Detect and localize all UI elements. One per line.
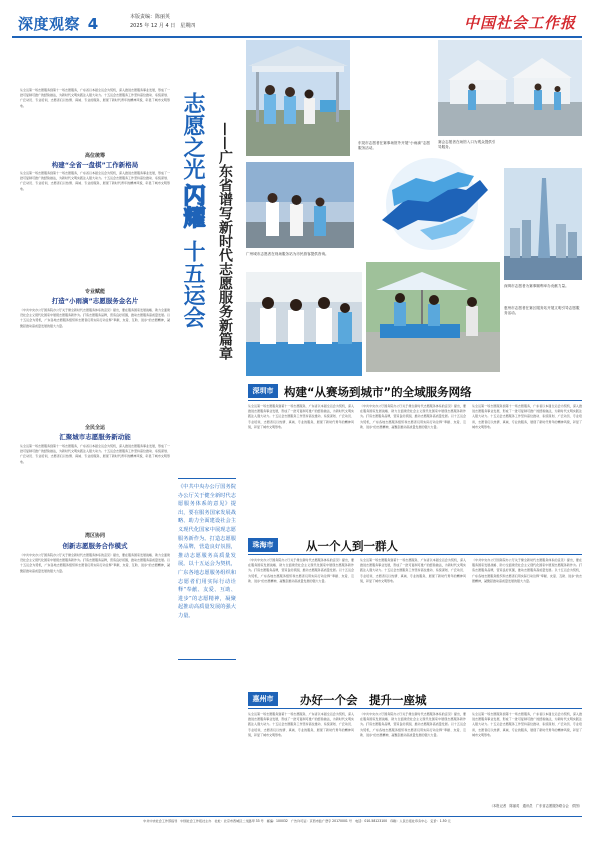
section-title-3: 汇聚城市志愿服务新动能 [59, 433, 131, 441]
feature-subtitle: ——广东省谱写新时代志愿服务新篇章 [217, 122, 233, 360]
feature-title-part2: 闪耀 [180, 184, 205, 228]
photo-caption-5: 惠州市志愿者在赛区服务站开展文明引导志愿服务活动。 [504, 306, 580, 315]
photo-caption-2: 赛会志愿者在场馆入口为观众提供引导服务。 [438, 140, 496, 149]
photo-hands-emblem [362, 150, 500, 258]
page-footer: 中共中央社会工作部指导 中国社会工作报社主办 社址：北京市西城区二龙路甲 33 号 邮编：100032 广告许可证：京西市监广登字 20170001 号 电话：010-58123100 印刷：人民日报社印务中心 定价：1.50 元 [143, 819, 451, 823]
article-2-col-1: 《中共中央办公厅国务院办公厅关于健全新时代志愿服务体系的意见》提出，要在服务国家发展战略、助力全面建设社会主义现代化国家中展现志愿服务新作为。打造志愿服务品牌，营造良好氛围，推动志愿服务高质量发展。以十五运会为契机，广东各地志愿服务组织和志愿者们用实际行动诠释“奉献、友爱、互助、进步”的志愿精神，凝聚起推动高质量发展的强大力量。 [248, 558, 354, 583]
masthead-logo: 中国社会工作报 [463, 14, 576, 32]
photo-caption-3: 广州城市志愿者在现场服务站为市民游客提供咨询。 [246, 252, 329, 256]
article-2-col-2: 从全运第一场志愿服务到第十一场志愿服务，广东省以本届全运会为契机，深入推进志愿服务事业发展，形成了一批可复制可推广的经验做法，为新时代文明实践注入强大动力。十五运会志愿服务工作坚持高位推动、系统谋划、广泛动员、专业培训，志愿者们以热情、真诚、专业的服务，展现了新时代青年的精神风貌，彰显了城市文明形象。 [360, 558, 466, 583]
photo-city-volunteers [246, 162, 354, 248]
feature-title [176, 92, 240, 412]
article-rule-1 [248, 400, 582, 401]
photo-service-tents [438, 40, 582, 136]
photo-service-tents-img [438, 40, 582, 136]
quote-box [178, 478, 236, 660]
section-heading-4: 湾区协同 [84, 533, 105, 539]
header-rule [12, 36, 582, 38]
header-info [130, 13, 195, 31]
section-body-2: 《中共中央办公厅国务院办公厅关于健全新时代志愿服务体系的意见》提出，要在服务国家发展战略、助力全面建设社会主义现代化国家中展现志愿服务新作为。打造志愿服务品牌，营造良好氛围，推动志愿服务高质量发展。以十五运会为契机，广东各地志愿服务组织和志愿者们用实际行动诠释“奉献、友爱、互助、进步”的志愿精神，凝聚起推动高质量发展的强大力量。 [20, 308, 170, 328]
photo-service-desk-img [246, 272, 362, 376]
section-body-3: 从全运第一场志愿服务到第十一场志愿服务，广东省以本届全运会为契机，深入推进志愿服务事业发展，形成了一批可复制可推广的经验做法，为新时代文明实践注入强大动力。十五运会志愿服务工作坚持高位推动、系统谋划、广泛动员、专业培训，志愿者们以热情、真诚、专业的服务，展现了新时代青年的精神风貌，彰显了城市文明形象。 [20, 444, 170, 464]
hands-emblem-icon [362, 150, 500, 258]
feature-title-part1: 志愿之光 [180, 92, 205, 180]
feature-lead: 从全运第一场志愿服务到第十一场志愿服务，广东省以本届全运会为契机，深入推进志愿服务事业发展，形成了一批可复制可推广的经验做法，为新时代文明实践注入强大动力。十五运会志愿服务工作坚持高位推动、系统谋划、广泛动员、专业培训，志愿者们以热情、真诚、专业的服务，展现了新时代青年的精神风貌，彰显了城市文明形象。 [20, 88, 170, 108]
section-heading-3: 全民全运 [84, 425, 105, 431]
page-number: 4 [87, 15, 99, 33]
article-2-col-3: 《中共中央办公厅国务院办公厅关于健全新时代志愿服务体系的意见》提出，要在服务国家发展战略、助力全面建设社会主义现代化国家中展现志愿服务新作为。打造志愿服务品牌，营造良好氛围，推动志愿服务高质量发展。以十五运会为契机，广东各地志愿服务组织和志愿者们用实际行动诠释“奉献、友爱、互助、进步”的志愿精神，凝聚起推动高质量发展的强大力量。 [472, 558, 582, 583]
section-body-4: 《中共中央办公厅国务院办公厅关于健全新时代志愿服务体系的意见》提出，要在服务国家发展战略、助力全面建设社会主义现代化国家中展现志愿服务新作为。打造志愿服务品牌，营造良好氛围，推动志愿服务高质量发展。以十五运会为契机，广东各地志愿服务组织和志愿者们用实际行动诠释“奉献、友爱、互助、进步”的志愿精神，凝聚起推动高质量发展的强大力量。 [20, 553, 170, 573]
photo-service-desk [246, 272, 362, 376]
date-line: 2025 年 12 月 4 日 星期四 [130, 23, 196, 29]
article-rule-3 [248, 708, 582, 709]
section-heading-2: 专业赋能 [84, 289, 105, 295]
section-title-1: 构建“全省一盘棋”工作新格局 [51, 161, 139, 169]
footer-rule [12, 816, 582, 817]
article-headline-1: 构建“从赛场到城市”的全域服务网络 [284, 385, 472, 399]
photo-volunteers-station [246, 40, 350, 156]
article-rule-2 [248, 554, 582, 555]
city-tag-shenzhen: 深圳市 [248, 384, 278, 398]
photo-skyline-img [504, 168, 582, 280]
section-heading-1: 高位统筹 [84, 153, 105, 159]
article-1-col-1: 从全运第一场志愿服务到第十一场志愿服务，广东省以本届全运会为契机，深入推进志愿服务事业发展，形成了一批可复制可推广的经验做法，为新时代文明实践注入强大动力。十五运会志愿服务工作坚持高位推动、系统谋划、广泛动员、专业培训，志愿者们以热情、真诚、专业的服务，展现了新时代青年的精神风貌，彰显了城市文明形象。 [248, 404, 354, 429]
photo-umbrella-desk-img [366, 262, 500, 372]
section-name: 深度观察 [18, 15, 81, 33]
article-3-col-1: 从全运第一场志愿服务到第十一场志愿服务，广东省以本届全运会为契机，深入推进志愿服务事业发展，形成了一批可复制可推广的经验做法，为新时代文明实践注入强大动力。十五运会志愿服务工作坚持高位推动、系统谋划、广泛动员、专业培训，志愿者们以热情、真诚、专业的服务，展现了新时代青年的精神风貌，彰显了城市文明形象。 [248, 712, 354, 737]
section-title-4: 创新志愿服务合作模式 [62, 542, 128, 550]
quote-text: 《中共中央办公厅国务院办公厅关于健全新时代志愿服务体系的意见》提出，要在服务国家发展战略、助力全面建设社会主义现代化国家中展现志愿服务新作为。打造志愿服务品牌，营造良好氛围，推动志愿服务高质量发展。以十五运会为契机，广东各地志愿服务组织和志愿者们用实际行动诠释“奉献、友爱、互助、进步”的志愿精神，凝聚起推动高质量发展的强大力量。 [178, 484, 236, 619]
editor-line: 本版责编：陈丽英 [130, 14, 171, 20]
article-headline-3: 办好一个会 提升一座城 [300, 693, 427, 707]
photo-umbrella-desk [366, 262, 500, 372]
article-1-col-2: 《中共中央办公厅国务院办公厅关于健全新时代志愿服务体系的意见》提出，要在服务国家发展战略、助力全面建设社会主义现代化国家中展现志愿服务新作为。打造志愿服务品牌，营造良好氛围，推动志愿服务高质量发展。以十五运会为契机，广东各地志愿服务组织和志愿者们用实际行动诠释“奉献、友爱、互助、进步”的志愿精神，凝聚起推动高质量发展的强大力量。 [360, 404, 466, 429]
article-1-col-3: 从全运第一场志愿服务到第十一场志愿服务，广东省以本届全运会为契机，深入推进志愿服务事业发展，形成了一批可复制可推广的经验做法，为新时代文明实践注入强大动力。十五运会志愿服务工作坚持高位推动、系统谋划、广泛动员、专业培训，志愿者们以热情、真诚、专业的服务，展现了新时代青年的精神风貌，彰显了城市文明形象。 [472, 404, 582, 429]
photo-city-volunteers-img [246, 162, 354, 248]
photo-caption-1: 东莞市志愿者在赛事场馆外开展“小雨滴”志愿服务活动。 [358, 141, 431, 150]
feature-title-part3: 十五运会 [180, 240, 205, 328]
article-headline-2: 从一个人到一群人 [306, 539, 398, 553]
article-3-col-3: 从全运第一场志愿服务到第十一场志愿服务，广东省以本届全运会为契机，深入推进志愿服务事业发展，形成了一批可复制可推广的经验做法，为新时代文明实践注入强大动力。十五运会志愿服务工作坚持高位推动、系统谋划、广泛动员、专业培训，志愿者们以热情、真诚、专业的服务，展现了新时代青年的精神风貌，彰显了城市文明形象。 [472, 712, 582, 737]
photo-caption-4: 深圳市志愿者为赛事顺利举办贡献力量。 [504, 284, 569, 288]
section-title-2: 打造“小雨滴”志愿服务金名片 [51, 297, 139, 305]
article-3-col-2: 《中共中央办公厅国务院办公厅关于健全新时代志愿服务体系的意见》提出，要在服务国家发展战略、助力全面建设社会主义现代化国家中展现志愿服务新作为。打造志愿服务品牌，营造良好氛围，推动志愿服务高质量发展。以十五运会为契机，广东各地志愿服务组织和志愿者们用实际行动诠释“奉献、友爱、互助、进步”的志愿精神，凝聚起推动高质量发展的强大力量。 [360, 712, 466, 737]
photo-volunteers-station-img [246, 40, 350, 156]
city-tag-huizhou: 惠州市 [248, 692, 278, 706]
section-body-1: 从全运第一场志愿服务到第十一场志愿服务，广东省以本届全运会为契机，深入推进志愿服务事业发展，形成了一批可复制可推广的经验做法，为新时代文明实践注入强大动力。十五运会志愿服务工作坚持高位推动、系统谋划、广泛动员、专业培训，志愿者们以热情、真诚、专业的服务，展现了新时代青年的精神风貌，彰显了城市文明形象。 [20, 171, 170, 191]
city-tag-zhuhai: 珠海市 [248, 538, 278, 552]
photo-skyline [504, 168, 582, 280]
section-title [18, 13, 99, 34]
page-header [12, 10, 582, 36]
article-byline: （本报记者 陈丽英 通讯员 广东省志愿服务联合会 供图） [489, 804, 582, 808]
